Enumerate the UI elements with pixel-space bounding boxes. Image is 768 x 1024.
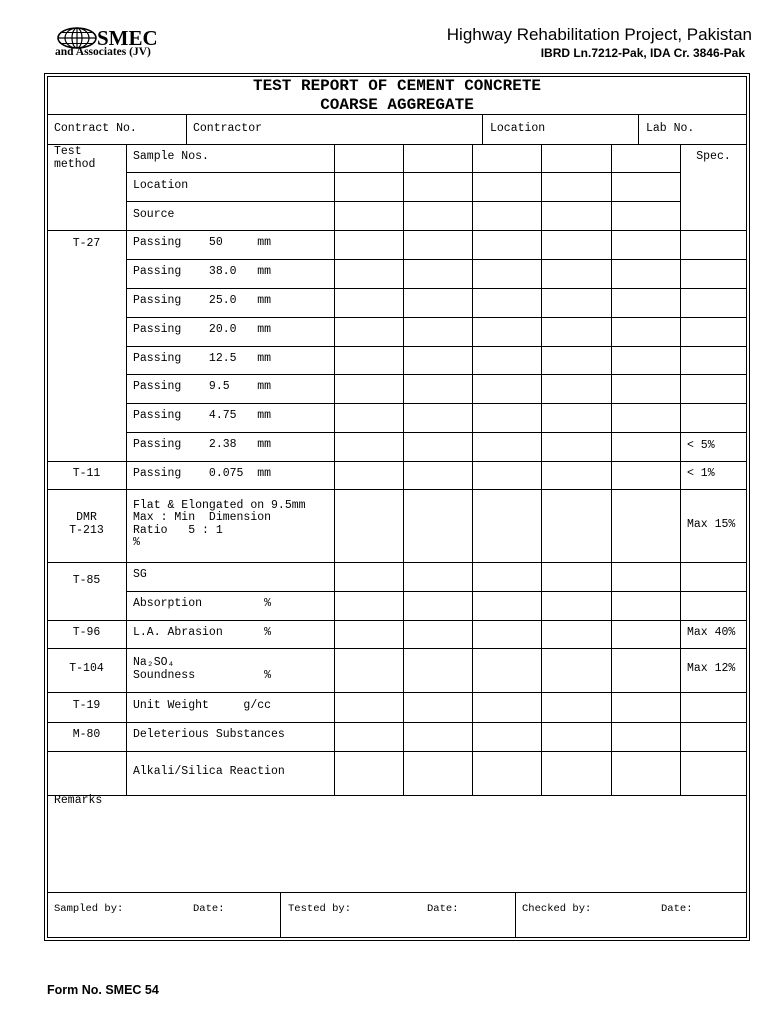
grid-line-v [126, 144, 127, 795]
location-label: Location [490, 122, 546, 135]
grid-line-v [186, 114, 187, 144]
test-property: Passing 4.75 mm [133, 409, 272, 423]
brand-name: SMEC [97, 26, 158, 50]
grid-line-h [126, 259, 747, 260]
grid-line-h [47, 722, 747, 723]
smec-logo [55, 26, 185, 62]
grid-line-h [47, 461, 747, 462]
test-method: T-104 [69, 661, 104, 675]
grid-line-h [126, 403, 747, 404]
test-property: Absorption % [133, 597, 272, 611]
contractor-label: Contractor [193, 122, 263, 135]
grid-line-h [126, 591, 747, 592]
sampled-date-label: Date: [193, 903, 225, 915]
test-method: T-85 [72, 574, 101, 587]
test-method: T-11 [72, 466, 101, 480]
sample-location-label: Location [133, 179, 189, 192]
grid-line-v [482, 114, 483, 144]
test-property: Passing 2.38 mm [133, 438, 272, 452]
grid-line-h [126, 374, 747, 375]
test-method-label: Test method [54, 145, 96, 171]
sample-nos-label: Sample Nos. [133, 150, 209, 163]
tested-date-label: Date: [427, 903, 459, 915]
grid-line-h [47, 620, 747, 621]
source-label: Source [133, 208, 175, 221]
brand-associates: and Associates (JV) [55, 46, 151, 58]
grid-line-v [541, 144, 542, 795]
spec-label: Spec. [696, 150, 731, 163]
test-property: Deleterious Substances [133, 728, 285, 742]
grid-line-v [280, 892, 281, 938]
grid-line-v [403, 144, 404, 795]
test-property: Passing 9.5 mm [133, 380, 272, 394]
grid-line-v [472, 144, 473, 795]
grid-line-v [515, 892, 516, 938]
test-property: L.A. Abrasion % [133, 625, 272, 639]
project-title: Highway Rehabilitation Project, Pakistan [446, 25, 752, 44]
form-number: Form No. SMEC 54 [47, 983, 159, 997]
test-method: M-80 [72, 728, 101, 742]
grid-line-h [47, 144, 747, 145]
spec-value: Max 12% [687, 662, 736, 675]
remarks-label: Remarks [54, 794, 103, 807]
grid-line-h [47, 692, 747, 693]
grid-line-h [126, 346, 747, 347]
test-method: T-27 [72, 237, 101, 250]
test-property: Passing 50 mm [133, 236, 272, 250]
grid-line-v [638, 114, 639, 144]
checked-date-label: Date: [661, 903, 693, 915]
test-property: SG [133, 568, 147, 582]
grid-line-h [47, 230, 747, 231]
test-property: Flat & Elongated on 9.5mm Max : Min Dimension Ratio 5 : 1 % [133, 498, 306, 549]
project-subtitle: IBRD Ln.7212-Pak, IDA Cr. 3846-Pak [540, 46, 745, 60]
spec-value: < 1% [687, 467, 715, 480]
test-property: Passing 20.0 mm [133, 323, 272, 337]
grid-line-h [47, 114, 747, 115]
lab-no-label: Lab No. [646, 122, 695, 135]
spec-value: Max 15% [687, 517, 736, 531]
grid-line-v [611, 144, 612, 795]
grid-line-h [47, 562, 747, 563]
test-method: DMR T-213 [69, 511, 104, 537]
grid-line-h [47, 489, 747, 490]
checked-by-label: Checked by: [522, 903, 592, 915]
grid-line-h [126, 288, 747, 289]
spec-value: Max 40% [687, 626, 736, 639]
grid-line-h [47, 892, 747, 893]
test-method: T-96 [72, 625, 101, 639]
test-property: Passing 0.075 mm [133, 466, 272, 480]
sampled-by-label: Sampled by: [54, 903, 124, 915]
grid-line-h [47, 795, 747, 796]
test-property: Passing 25.0 mm [133, 294, 272, 308]
grid-line-h [47, 751, 747, 752]
test-property: Unit Weight g/cc [133, 698, 272, 712]
contract-no-label: Contract No. [54, 122, 137, 135]
grid-line-h [47, 648, 747, 649]
test-method: T-19 [72, 698, 101, 712]
grid-line-v [334, 144, 335, 795]
form-title-line1: TEST REPORT OF CEMENT CONCRETE [252, 77, 542, 95]
tested-by-label: Tested by: [288, 903, 352, 915]
grid-line-h [126, 317, 747, 318]
test-property: Na₂SO₄ Soundness % [133, 656, 272, 682]
spec-value: < 5% [687, 438, 715, 452]
test-property: Passing 12.5 mm [133, 351, 272, 365]
grid-line-h [126, 432, 747, 433]
grid-line-v [680, 144, 681, 795]
form-title-line2: COARSE AGGREGATE [320, 96, 474, 114]
test-property: Passing 38.0 mm [133, 265, 272, 279]
test-property: Alkali/Silica Reaction [133, 764, 285, 778]
